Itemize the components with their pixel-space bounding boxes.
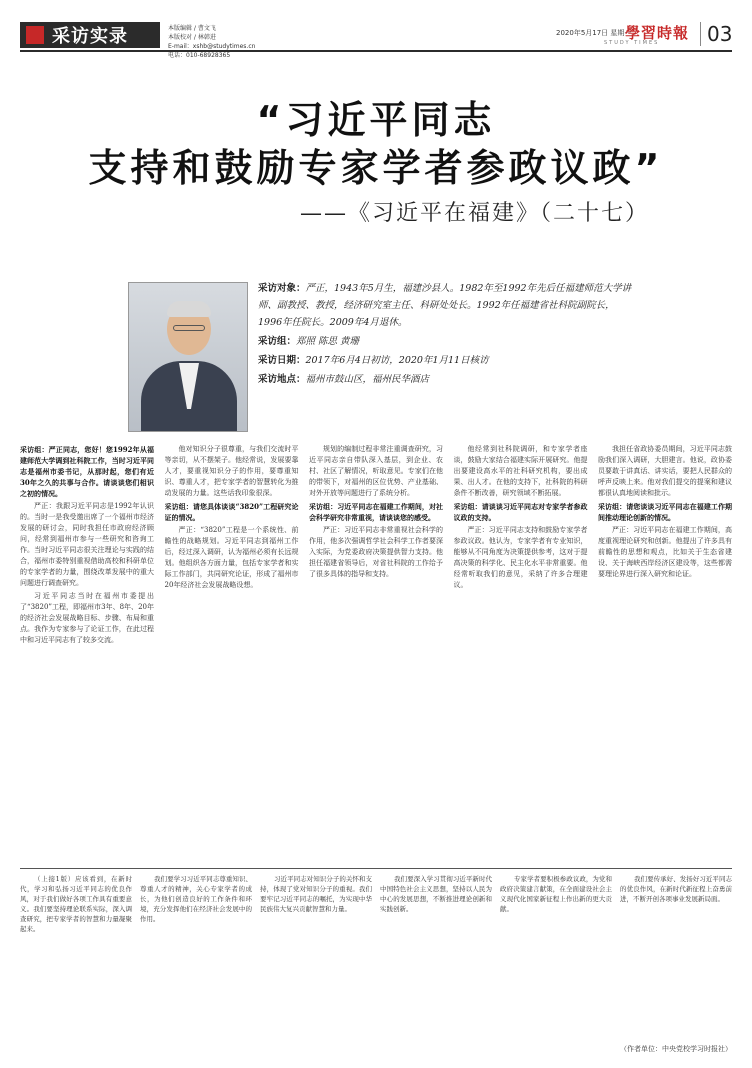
- article-subheadline: ——《习近平在福建》（二十七）: [300, 201, 650, 226]
- info-label: 采访组：: [258, 336, 297, 347]
- article-headline: [0, 96, 752, 192]
- continued-column: [260, 874, 372, 1052]
- editor-line: 本版校对 / 林韩进: [168, 34, 216, 41]
- continued-article: [20, 874, 732, 1054]
- info-label: 采访日期：: [258, 355, 306, 366]
- interview-question: 采访组：请您具体谈谈“3820”工程研究论证的情况。: [164, 502, 299, 522]
- editor-credits: [168, 24, 348, 60]
- continued-column: [380, 874, 492, 1052]
- interview-answer: 严正：习近平同志在福建工作期间，高度重视理论研究和创新。他提出了许多具有前瞻性的思想和观点，比如关于生态省建设、关于海峡西岸经济区建设等，这些都需要理论界进行深入研究和论证。: [598, 526, 732, 578]
- paragraph: 我们要传承好、发扬好习近平同志的优良作风，在新时代新征程上奋勇前进，不断开创各项事业发展新局面。: [620, 875, 732, 903]
- interview-answer: 他经常到社科院调研，和专家学者座谈，鼓励大家结合福建实际开展研究。他提出要建设高水平的社科研究机构，要出成果、出人才。在他的支持下，社科院的科研条件不断改善，研究领域不断拓展。: [453, 445, 588, 497]
- glasses-icon: [173, 325, 205, 331]
- info-subject: [258, 280, 638, 331]
- headline-line-2: 支持和鼓励专家学者参政议政”: [88, 146, 664, 190]
- paragraph: 我们要学习习近平同志尊重知识、尊重人才的精神，关心专家学者的成长，为他们创造良好的工作条件和环境，充分发挥他们在经济社会发展中的作用。: [140, 875, 252, 923]
- author-affiliation: （作者单位：中央党校学习时报社）: [620, 1045, 732, 1053]
- info-label: 采访地点：: [258, 374, 306, 385]
- issue-date: 2020年5月17日 星期一: [556, 29, 632, 37]
- section-title: 采访实录: [52, 26, 128, 47]
- info-time: [258, 352, 638, 369]
- editor-line: 电话：010-68928365: [168, 52, 231, 59]
- interview-question: 采访组：严正同志，您好！您1992年从福建师范大学调到社科院工作，当时习近平同志是福州市委书记，从那时起，您们有近30年之久的共事与合作。请谈谈您们相识之初的情况。: [20, 445, 154, 498]
- interview-answer: 他对知识分子很尊重，与我们交流时平等亲切，从不摆架子。他经常说，发展要靠人才，要重视知识分子的作用，要尊重知识、尊重人才，把专家学者的智慧转化为推动发展的力量。这些话我印象很深。: [164, 445, 299, 497]
- article-column: [20, 444, 154, 864]
- article-column: [454, 444, 588, 864]
- info-value: 福州市鼓山区，福州民华酒店: [305, 374, 430, 385]
- headline-line-1: “习近平同志: [256, 98, 496, 142]
- newspaper-brand: 學習時報: [625, 24, 690, 42]
- info-label: 采访对象：: [258, 283, 306, 294]
- interview-answer: 严正：习近平同志非常重视社会科学的作用，他多次强调哲学社会科学工作者要深入实际，为党委政府决策提供智力支持。他担任福建省领导后，对省社科院的工作给予了很多具体的指导和支持。: [309, 526, 443, 578]
- photo-hair: [167, 301, 211, 317]
- newspaper-brand-en: STUDY TIMES: [604, 40, 660, 46]
- interview-answer: 严正：我跟习近平同志是1992年认识的。当时一是我受邀出席了一个福州市经济发展的研讨会，同时我担任市政府经济顾问，经常到福州市参与一些研究和咨询工作。当时习近平同志很关注理论与实践的结合，福州市委特别重视借助高校和科研单位的专家学者的力量，围绕改革发展中的重大问题进行调查研究。: [20, 502, 154, 587]
- section-divider: [20, 868, 732, 869]
- interview-question: 采访组：请谈谈习近平同志对专家学者参政议政的支持。: [453, 502, 588, 522]
- interviewee-photo: [128, 282, 248, 432]
- editor-line: E-mail：xshb@studytimes.cn: [168, 43, 256, 50]
- info-value: 2017年6月4日初访，2020年1月11日核访: [305, 355, 489, 366]
- interview-question: 采访组：习近平同志在福建工作期间，对社会科学研究非常重视，请谈谈您的感受。: [309, 502, 443, 522]
- header-divider: [20, 50, 732, 52]
- continued-column: [20, 874, 132, 1052]
- info-value: 严正，1943年5月生，福建沙县人。1982年至1992年先后任福建师范大学讲师、副教授、教授，经济研究室主任、科研处处长。1992年任福建省社科院副院长，1996年任院长。2009年4月退休。: [258, 283, 632, 328]
- interview-answer: 我担任省政协委员期间，习近平同志鼓励我们深入调研，大胆建言。他说，政协委员要敢于讲真话、讲实话，要把人民群众的呼声反映上来。他对我们提交的提案和建议都很认真地阅读和批示。: [598, 445, 732, 497]
- paragraph: 我们要深入学习贯彻习近平新时代中国特色社会主义思想，坚持以人民为中心的发展思想，不断推进理论创新和实践创新。: [380, 875, 492, 913]
- paragraph: 习近平同志对知识分子的关怀和支持，体现了党对知识分子的重视。我们要牢记习近平同志的嘱托，为实现中华民族伟大复兴贡献智慧和力量。: [260, 875, 372, 913]
- interview-answer: 严正：习近平同志支持和鼓励专家学者参政议政。他认为，专家学者有专业知识，能够从不同角度为决策提供参考，这对于提高决策的科学化、民主化水平非常重要。他经常听取我们的意见，采纳了许多合理建议。: [453, 526, 588, 589]
- info-value: 郑照 陈思 黄珊: [296, 336, 360, 347]
- section-banner: [20, 22, 160, 48]
- continued-column: [500, 874, 612, 1052]
- info-place: [258, 371, 638, 388]
- page-number: 03: [700, 22, 732, 46]
- article-column: [309, 444, 443, 864]
- paragraph: 专家学者要积极参政议政，为党和政府决策建言献策，在全面建设社会主义现代化国家新征程上作出新的更大贡献。: [500, 875, 612, 913]
- interview-question: 采访组：请您谈谈习近平同志在福建工作期间推动理论创新的情况。: [598, 502, 732, 522]
- paragraph: （上接1版）应该看到，在新时代，学习和弘扬习近平同志的优良作风，对于我们做好各项工作具有重要意义。我们要坚持理论联系实际，深入调查研究，把专家学者的智慧和力量凝聚起来。: [20, 875, 132, 933]
- interview-answer: 习近平同志当时在福州市委提出了“3820”工程，即福州市3年、8年、20年的经济社会发展战略目标、步骤、布局和重点。我作为专家参与了论证工作，在此过程中和习近平同志有了较多交流。: [20, 592, 154, 644]
- article-column: [165, 444, 299, 864]
- interview-answer: 规划的编制过程非常注重调查研究，习近平同志亲自带队深入基层，到企业、农村、社区了解情况，听取意见。专家们在他的带领下，对福州的区位优势、产业基础、对外开放等问题进行了系统分析。: [309, 445, 443, 497]
- interview-info: [258, 280, 638, 390]
- info-group: [258, 333, 638, 350]
- section-marker-icon: [26, 26, 44, 44]
- continued-column: [620, 874, 732, 1052]
- editor-line: 本版编辑 / 曹文飞: [168, 25, 216, 32]
- page-header: [0, 0, 752, 59]
- article-body: [20, 444, 732, 864]
- interview-answer: 严正：“3820”工程是一个系统性、前瞻性的战略规划。习近平同志到福州工作后，经过深入调研，认为福州必须有长远规划。他组织各方面力量，包括专家学者和实际工作部门，共同研究论证，形成了福州市20年经济社会发展战略设想。: [164, 526, 299, 589]
- article-column: [598, 444, 732, 864]
- continued-column: [140, 874, 252, 1052]
